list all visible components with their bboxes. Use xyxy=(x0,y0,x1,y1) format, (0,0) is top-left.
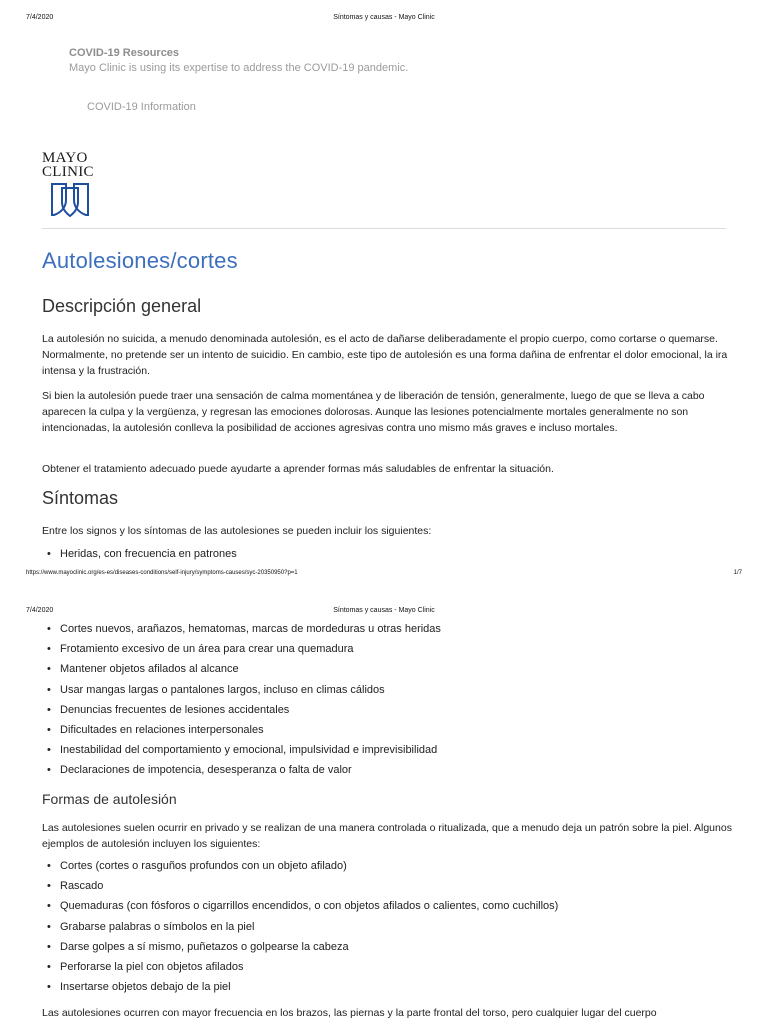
print-header-page2 xyxy=(0,607,768,619)
list-item: • Darse golpes a sí mismo, puñetazos o golpearse la cabeza xyxy=(42,937,732,957)
print-date: 7/4/2020 xyxy=(26,14,54,21)
covid-banner xyxy=(69,47,408,74)
mayo-clinic-logo[interactable] xyxy=(42,151,102,218)
list-item: • Perforarse la piel con objetos afilados xyxy=(42,957,732,977)
symptoms-heading: Síntomas xyxy=(42,488,119,508)
list-item: • Rascado xyxy=(42,876,732,896)
print-page-number: 1/7 xyxy=(733,570,742,576)
covid-title: COVID-19 Resources xyxy=(69,47,180,59)
print-title: Síntomas y causas - Mayo Clinic xyxy=(333,14,435,21)
list-item: • Cortes nuevos, arañazos, hematomas, marcas de mordeduras u otras heridas xyxy=(42,619,732,639)
list-item: • Insertarse objetos debajo de la piel xyxy=(42,977,732,997)
print-header xyxy=(0,14,768,26)
list-item: • Frotamiento excesivo de un área para crear una quemadura xyxy=(42,639,732,659)
page-title: Autolesiones/cortes xyxy=(42,248,238,273)
forms-closing: Las autolesiones ocurren con mayor frecuencia en los brazos, las piernas y la parte frontal del torso, pero cualquier lugar del cuerpo xyxy=(42,1007,657,1019)
covid-description: Mayo Clinic is using its expertise to address the COVID-19 pandemic. xyxy=(69,62,409,74)
header-divider xyxy=(42,228,726,229)
overview-heading: Descripción general xyxy=(42,296,202,316)
logo-word-mayo: MAYO xyxy=(42,150,88,166)
print-url: https://www.mayoclinic.org/es-es/diseases-conditions/self-injury/symptoms-causes/syc-20350950?p=1 xyxy=(26,570,298,576)
list-item: • Usar mangas largas o pantalones largos, incluso en climas cálidos xyxy=(42,680,732,700)
overview-paragraph-3: Obtener el tratamiento adecuado puede ayudarte a aprender formas más saludables de enfrentar la situación. xyxy=(42,463,554,475)
overview-paragraph-1: La autolesión no suicida, a menudo denominada autolesión, es el acto de dañarse deliberadamente el propio cuerpo, como cortarse o quemarse. Normalmente, no pretende ser un intento de suicidio. En cambio, este tipo de autolesión es una forma dañina de enfrentar el dolor emocional, la ira intensa y la frustración. xyxy=(42,333,728,377)
forms-intro: Las autolesiones suelen ocurrir en privado y se realizan de una manera controlada o ritualizada, que a menudo deja un patrón sobre la piel. Algunos ejemplos de autolesión incluyen los siguientes: xyxy=(42,822,732,850)
print-date: 7/4/2020 xyxy=(26,607,54,614)
list-item: • Heridas, con frecuencia en patrones xyxy=(42,544,732,564)
logo-word-clinic: CLINIC xyxy=(42,164,94,180)
list-item: • Grabarse palabras o símbolos en la piel xyxy=(42,917,732,937)
list-item: • Dificultades en relaciones interpersonales xyxy=(42,720,732,740)
print-footer xyxy=(0,570,768,582)
list-item: • Quemaduras (con fósforos o cigarrillos encendidos, o con objetos afilados o calientes, como cuchillos) xyxy=(42,896,732,916)
list-item: • Denuncias frecuentes de lesiones accidentales xyxy=(42,700,732,720)
list-item: • Mantener objetos afilados al alcance xyxy=(42,659,732,679)
symptoms-list-page1 xyxy=(42,544,732,564)
list-item: • Inestabilidad del comportamiento y emocional, impulsividad e imprevisibilidad xyxy=(42,740,732,760)
forms-heading: Formas de autolesión xyxy=(42,791,177,807)
shield-logo-icon xyxy=(50,182,90,218)
list-item: • Declaraciones de impotencia, desesperanza o falta de valor xyxy=(42,760,732,780)
covid-info-link[interactable]: COVID-19 Information xyxy=(87,101,196,113)
overview-paragraph-2: Si bien la autolesión puede traer una sensación de calma momentánea y de liberación de tensión, generalmente, luego de que se lleva a cabo aparecen la culpa y la vergüenza, y regresan las emociones dolorosas. Aunque las lesiones potencialmente mortales generalmente no son intencionadas, la autolesión conlleva la posibilidad de acciones agresivas contra uno mismo más graves e incluso mortales. xyxy=(42,390,705,434)
symptoms-list-page2 xyxy=(42,619,732,781)
symptoms-intro: Entre los signos y los síntomas de las autolesiones se pueden incluir los siguientes: xyxy=(42,525,432,537)
list-item: • Cortes (cortes o rasguños profundos con un objeto afilado) xyxy=(42,856,732,876)
forms-list xyxy=(42,856,732,997)
print-title: Síntomas y causas - Mayo Clinic xyxy=(333,607,435,614)
